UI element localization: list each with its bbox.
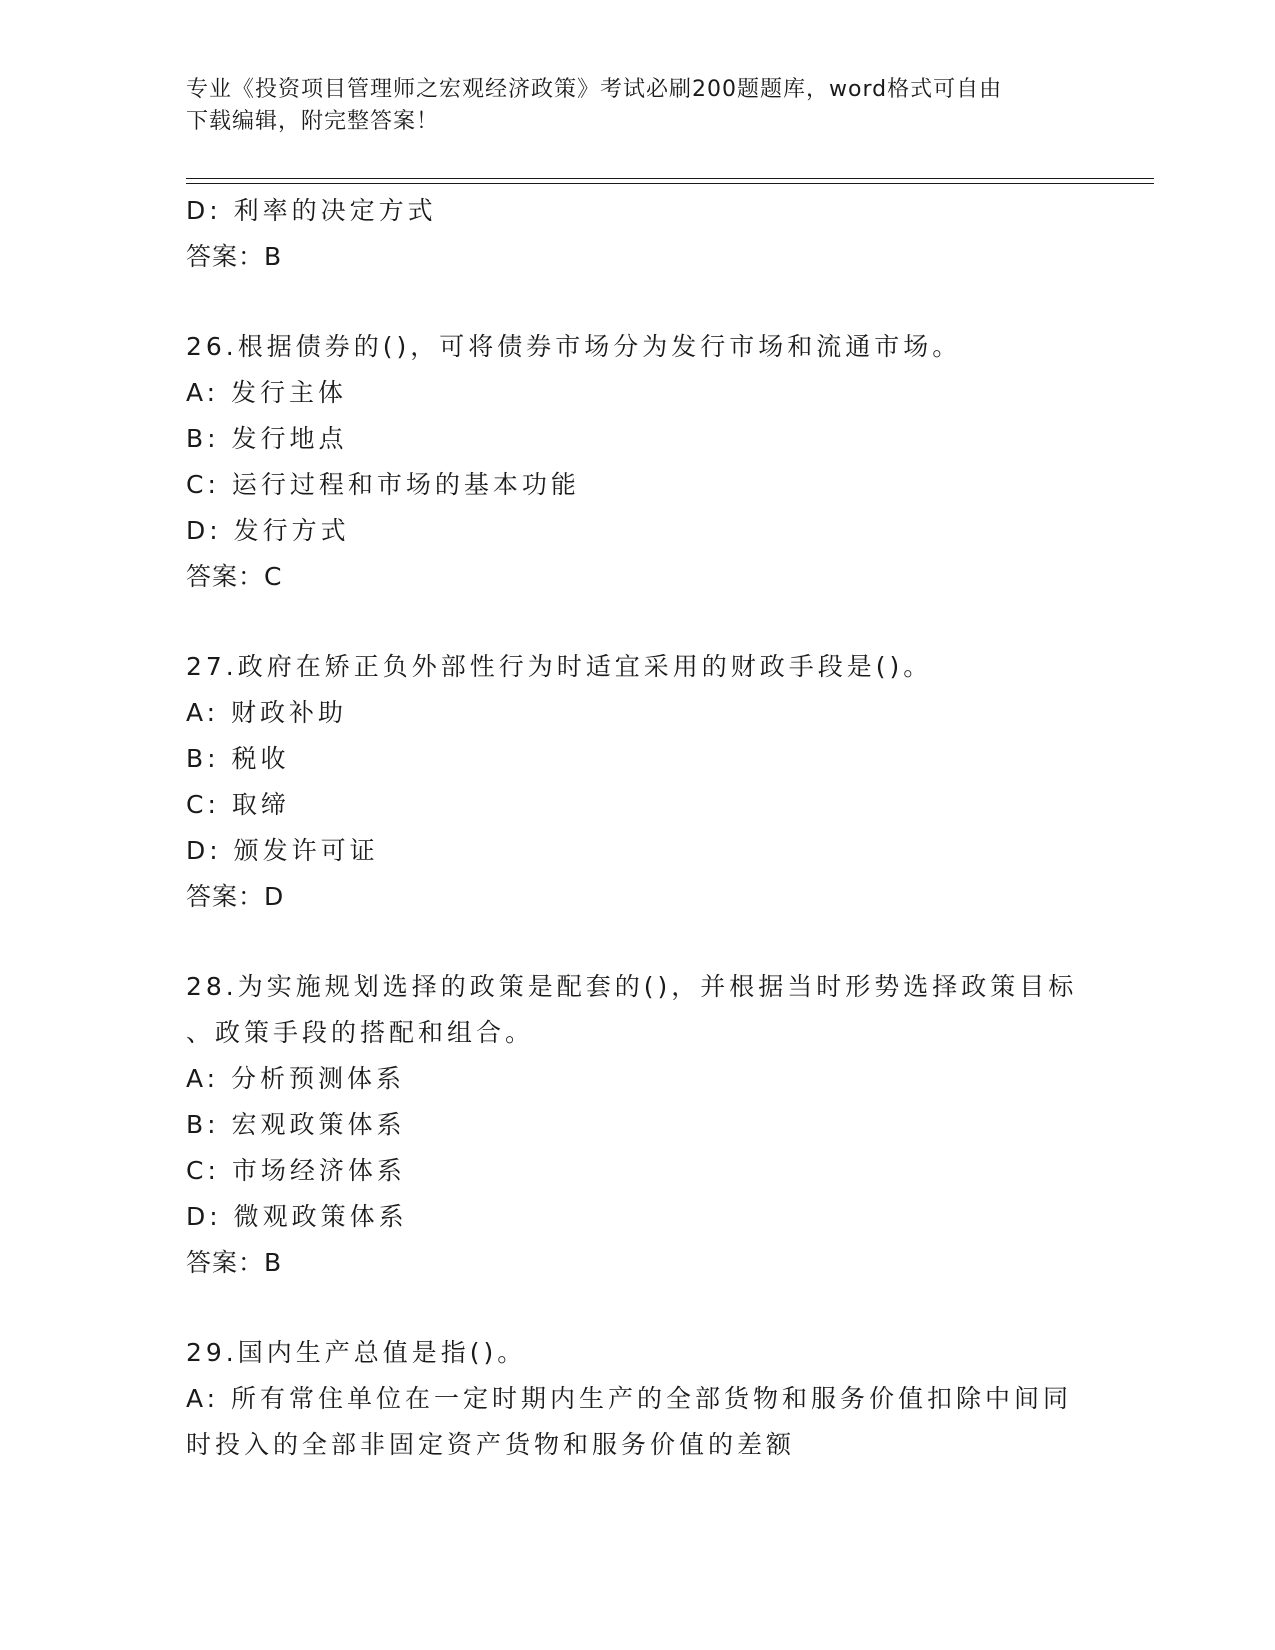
question-stem: 29.国内生产总值是指()。 — [186, 1338, 527, 1367]
header-line-1: 专业《投资项目管理师之宏观经济政策》考试必刷200题题库，word格式可自由 — [186, 77, 1003, 102]
question-27 — [186, 644, 1086, 920]
option-d: D: 微观政策体系 — [186, 1202, 408, 1231]
option-d: D: 颁发许可证 — [186, 836, 379, 865]
answer: 答案：D — [186, 882, 285, 911]
question-stem: 28.为实施规划选择的政策是配套的()，并根据当时形势选择政策目标 — [186, 972, 1078, 1001]
header-line-2: 下载编辑，附完整答案！ — [186, 109, 440, 134]
answer: 答案：B — [186, 1248, 283, 1277]
question-stem: 27.政府在矫正负外部性行为时适宜采用的财政手段是()。 — [186, 652, 933, 681]
option-a: A: 分析预测体系 — [186, 1064, 406, 1093]
document-header — [186, 74, 1086, 138]
option-b: B: 税收 — [186, 744, 290, 773]
question-content — [186, 188, 1086, 1468]
option-d: D: 利率的决定方式 — [186, 196, 437, 225]
question-26 — [186, 324, 1086, 600]
option-a: A: 财政补助 — [186, 698, 348, 727]
question-stem-continued: 、政策手段的搭配和组合。 — [186, 1018, 535, 1047]
previous-question-tail — [186, 188, 1086, 280]
question-stem: 26.根据债券的()，可将债券市场分为发行市场和流通市场。 — [186, 332, 962, 361]
option-c: C: 运行过程和市场的基本功能 — [186, 470, 580, 499]
header-rule-bottom — [186, 183, 1154, 184]
question-28 — [186, 964, 1086, 1286]
option-d: D: 发行方式 — [186, 516, 350, 545]
option-a-continued: 时投入的全部非固定资产货物和服务价值的差额 — [186, 1430, 796, 1459]
answer: 答案：C — [186, 562, 283, 591]
question-29 — [186, 1330, 1086, 1468]
option-a: A: 发行主体 — [186, 378, 348, 407]
option-b: B: 宏观政策体系 — [186, 1110, 406, 1139]
option-a: A: 所有常住单位在一定时期内生产的全部货物和服务价值扣除中间同 — [186, 1384, 1073, 1413]
option-c: C: 市场经济体系 — [186, 1156, 406, 1185]
answer: 答案：B — [186, 242, 283, 271]
option-c: C: 取缔 — [186, 790, 290, 819]
header-rule-top — [186, 178, 1154, 179]
option-b: B: 发行地点 — [186, 424, 348, 453]
